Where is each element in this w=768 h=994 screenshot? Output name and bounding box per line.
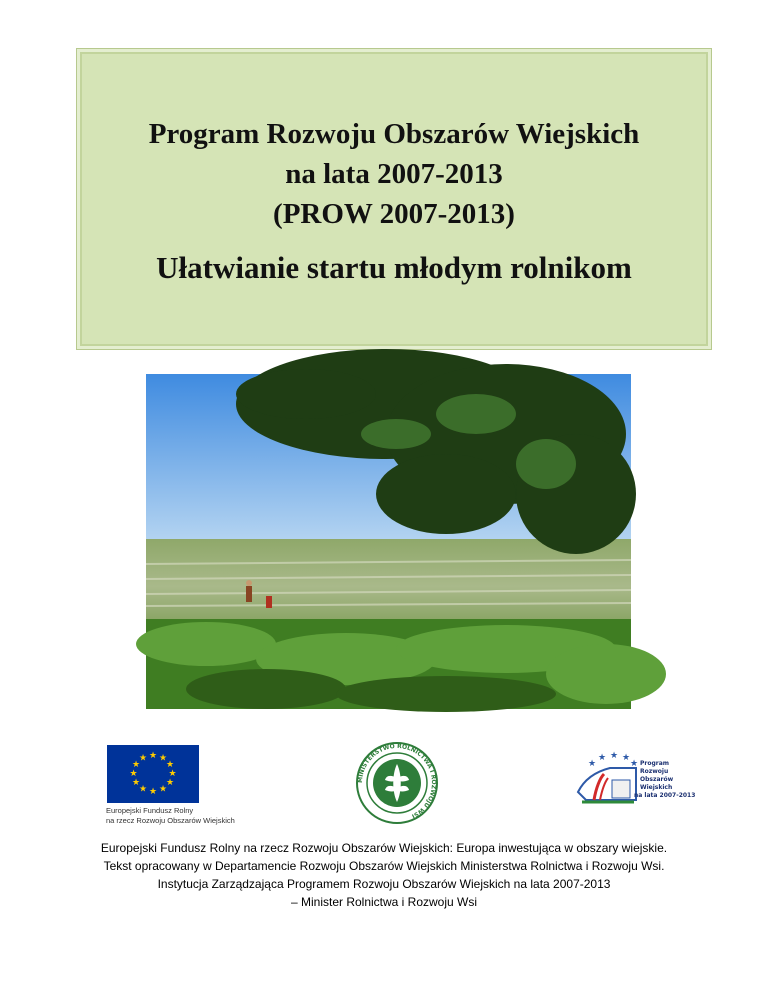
- eu-flag-logo: [107, 745, 199, 803]
- prow-text-4: Wiejskich: [640, 784, 673, 791]
- field-photo: [146, 374, 631, 707]
- prow-text-2: Rozwoju: [640, 768, 669, 775]
- title-line-1: Program Rozwoju Obszarów Wiejskich: [148, 118, 640, 150]
- svg-text:★: ★: [609, 751, 619, 761]
- footer: [0, 839, 768, 911]
- title-line-3: (PROW 2007-2013): [273, 198, 515, 230]
- footer-line-4: – Minister Rolnictwa i Rozwoju Wsi: [290, 895, 478, 909]
- svg-text:★: ★: [165, 760, 175, 770]
- svg-text:★: ★: [629, 759, 639, 769]
- svg-text:★: ★: [138, 784, 148, 795]
- footer-line-3: Instytucja Zarządzająca Programem Rozwoju Obszarów Wiejskich na lata 2007-2013: [157, 877, 611, 891]
- footer-line-2: Tekst opracowany w Departamencie Rozwoju Obszarów Wiejskich Ministerstwa Rolnictwa i Rozwoju Wsi.: [103, 859, 665, 873]
- svg-text:★: ★: [148, 787, 158, 797]
- svg-text:★: ★: [138, 753, 148, 764]
- svg-text:★: ★: [587, 759, 597, 769]
- footer-line-1: Europejski Fundusz Rolny na rzecz Rozwoju Obszarów Wiejskich: Europa inwestująca w obszary wiejskie.: [100, 841, 668, 855]
- prow-text-5: na lata 2007-2013: [634, 792, 696, 799]
- subtitle: Ułatwianie startu młodym rolnikom: [156, 250, 632, 285]
- prow-text-1: Program: [640, 760, 670, 767]
- svg-text:★: ★: [129, 769, 138, 779]
- ministry-ring-text: MINISTERSTWO ROLNICTWA I ROZWOJU WSI: [356, 742, 438, 820]
- title-line-2: na lata 2007-2013: [285, 158, 503, 190]
- eu-caption-line-2: na rzecz Rozwoju Obszarów Wiejskich: [106, 816, 235, 825]
- ministry-logo: [354, 740, 440, 826]
- eu-caption: [106, 806, 235, 826]
- svg-text:★: ★: [621, 753, 631, 763]
- eu-caption-line-1: Europejski Fundusz Rolny: [106, 806, 194, 815]
- prow-logo: [574, 751, 696, 808]
- svg-text:★: ★: [168, 769, 177, 779]
- svg-text:★: ★: [148, 751, 158, 761]
- svg-text:★: ★: [131, 778, 141, 788]
- prow-text-3: Obszarów: [640, 776, 674, 783]
- svg-text:★: ★: [597, 753, 607, 763]
- svg-text:★: ★: [131, 760, 141, 770]
- title-box: [80, 52, 708, 346]
- svg-text:★: ★: [158, 784, 168, 795]
- svg-text:★: ★: [158, 753, 168, 764]
- svg-text:★: ★: [165, 778, 175, 788]
